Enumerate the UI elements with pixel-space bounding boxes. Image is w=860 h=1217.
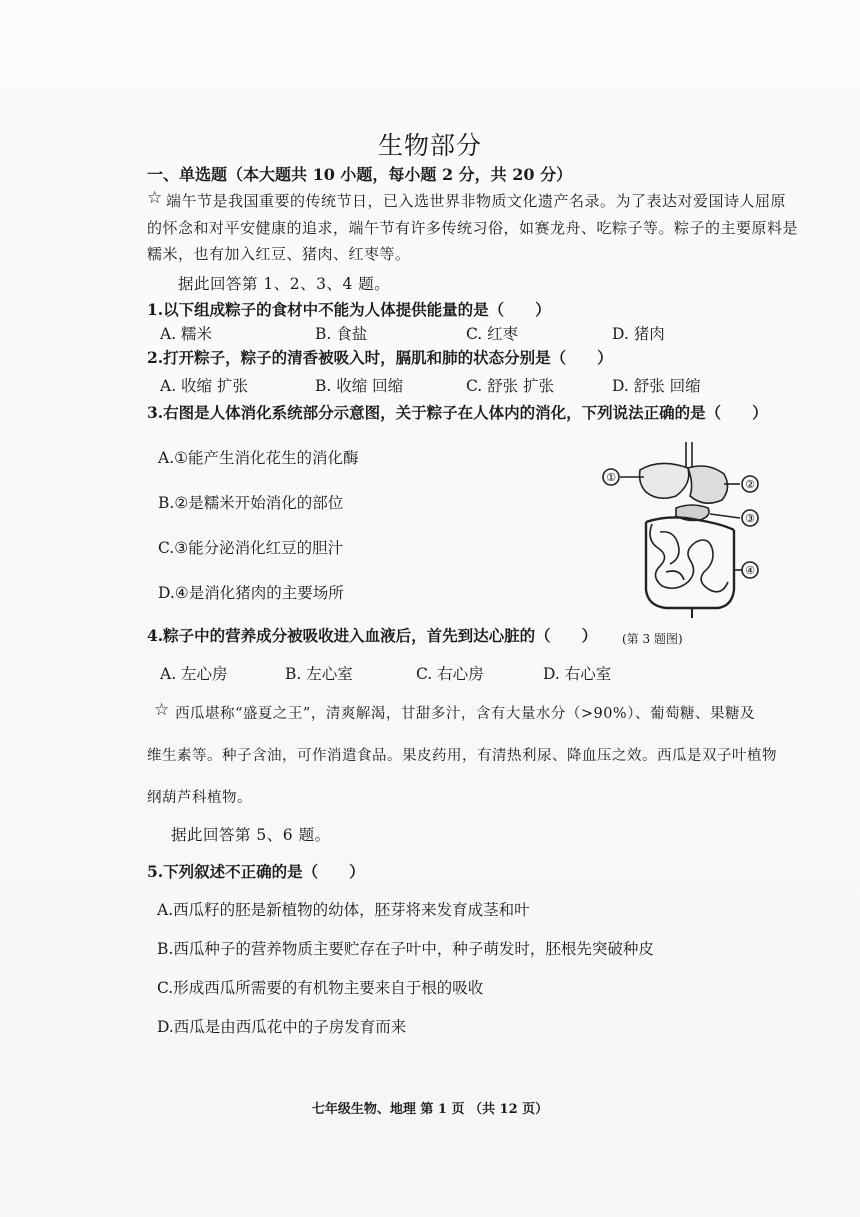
- page-footer: 七年级生物、地理 第 1 页 （共 12 页）: [311, 1102, 549, 1117]
- question-2-stem: 2.打开粽子，粽子的清香被吸入时，膈肌和肺的状态分别是（ ）: [147, 348, 613, 367]
- question-3-option-a: A.①能产生消化花生的消化酶: [158, 449, 359, 467]
- figure-label-4: ④: [745, 564, 755, 577]
- figure-label-1: ①: [606, 471, 616, 484]
- question-5-option-b: B.西瓜种子的营养物质主要贮存在子叶中，种子萌发时，胚根先突破种皮: [157, 940, 654, 958]
- question-3-option-d: D.④是消化猪肉的主要场所: [158, 584, 344, 602]
- page-title: 生物部分: [377, 131, 482, 160]
- question-2-option-c: C. 舒张 扩张: [466, 377, 555, 395]
- question-3-stem: 3.右图是人体消化系统部分示意图，关于粽子在人体内的消化，下列说法正确的是（ ）: [147, 403, 768, 422]
- question-4-option-c: C. 右心房: [416, 665, 484, 683]
- intro2-line-3: 纲葫芦科植物。: [147, 790, 252, 806]
- figure-label-3: ③: [745, 512, 755, 525]
- question-1-stem: 1.以下组成粽子的食材中不能为人体提供能量的是（ ）: [147, 300, 551, 319]
- intro1-line-1: 端午节是我国重要的传统节日，已入选世界非物质文化遗产名录。为了表达对爱国诗人屈原: [166, 192, 787, 210]
- digestive-system-diagram: [600, 440, 772, 620]
- question-2-option-b: B. 收缩 回缩: [315, 377, 404, 395]
- question-1-option-d: D. 猪肉: [612, 325, 665, 343]
- question-3-option-b: B.②是糯米开始消化的部位: [158, 494, 344, 512]
- intro1-prompt: 据此回答第 1、2、3、4 题。: [178, 275, 391, 293]
- question-5-option-a: A.西瓜籽的胚是新植物的幼体，胚芽将来发育成茎和叶: [157, 901, 530, 919]
- question-4-option-a: A. 左心房: [160, 665, 228, 683]
- intro1-line-2: 的怀念和对平安健康的追求，端午节有许多传统习俗，如赛龙舟、吃粽子等。粽子的主要原料是: [147, 219, 799, 237]
- intro2-line-1: 西瓜堪称“盛夏之王”，清爽解渴，甘甜多汁，含有大量水分（>90%）、葡萄糖、果糖及: [175, 706, 755, 722]
- star-icon: ☆: [147, 188, 163, 208]
- question-4-option-b: B. 左心室: [285, 665, 353, 683]
- figure-caption: (第 3 题图): [622, 632, 683, 646]
- question-5-option-c: C.形成西瓜所需要的有机物主要来自于根的吸收: [157, 979, 484, 997]
- question-2-option-d: D. 舒张 回缩: [612, 377, 701, 395]
- question-1-option-c: C. 红枣: [466, 325, 519, 343]
- star-icon-2: ☆: [154, 700, 170, 720]
- intro2-prompt: 据此回答第 5、6 题。: [171, 826, 331, 844]
- question-5-stem: 5.下列叙述不正确的是（ ）: [147, 862, 365, 881]
- question-3-option-c: C.③能分泌消化红豆的胆汁: [158, 539, 344, 557]
- question-1-option-b: B. 食盐: [315, 325, 368, 343]
- question-4-stem: 4.粽子中的营养成分被吸收进入血液后，首先到达心脏的（ ）: [147, 626, 598, 645]
- question-4-option-d: D. 右心室: [543, 665, 612, 683]
- intro2-line-2: 维生素等。种子含油，可作消遣食品。果皮药用，有清热利尿、降血压之效。西瓜是双子叶植物: [147, 748, 777, 764]
- intro1-line-3: 糯米，也有加入红豆、猪肉、红枣等。: [147, 245, 411, 263]
- question-2-option-a: A. 收缩 扩张: [160, 377, 248, 395]
- question-5-option-d: D.西瓜是由西瓜花中的子房发育而来: [157, 1018, 407, 1036]
- figure-label-2: ②: [745, 478, 755, 491]
- section-heading: 一、单选题（本大题共 10 小题，每小题 2 分，共 20 分）: [147, 165, 573, 184]
- question-1-option-a: A. 糯米: [160, 325, 213, 343]
